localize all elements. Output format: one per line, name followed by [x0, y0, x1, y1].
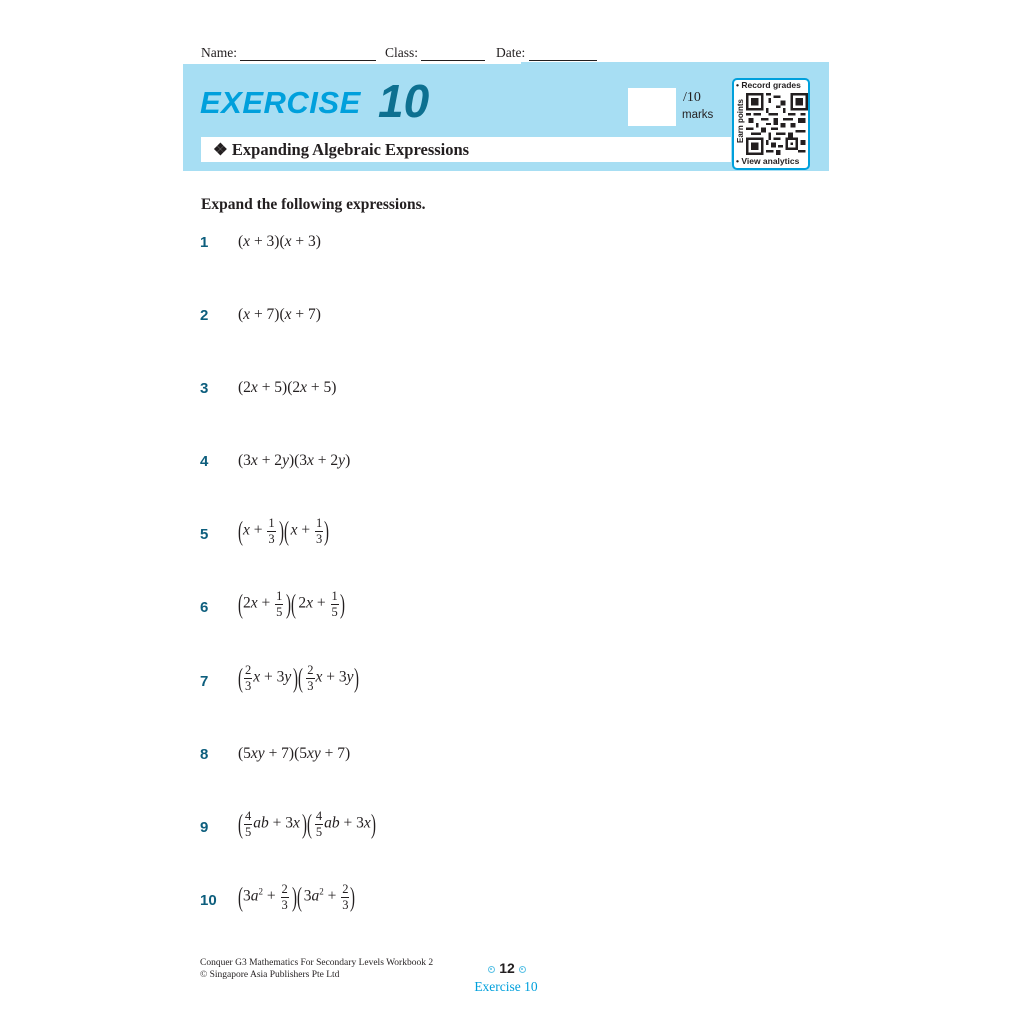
- page-dot-left-icon: [488, 966, 495, 973]
- instruction-text: Expand the following expressions.: [201, 196, 426, 213]
- question-number: 7: [200, 673, 209, 690]
- class-field[interactable]: [385, 45, 485, 61]
- qr-earn-points-text: Earn points: [736, 98, 745, 143]
- question-expression: ($3a^2$ + $\frac{2}{3}$ )( $3a^2$ + $\frac{2}{3}$ ): [238, 881, 356, 912]
- footer-publisher: © Singapore Asia Publishers Pte Ltd: [200, 970, 340, 980]
- name-label: Name:: [201, 45, 237, 60]
- name-line: [240, 48, 376, 61]
- score-unit: marks: [682, 109, 714, 121]
- question-expression: (2x + 5)(2x + 5): [238, 379, 337, 396]
- question-number: 4: [200, 453, 209, 470]
- score-total: /10: [683, 90, 701, 105]
- exercise-title: EXERCISE: [200, 85, 361, 120]
- page-dot-right-icon: [519, 966, 526, 973]
- page-number-text: 12: [499, 960, 515, 976]
- question-expression: (x + 3)(x + 3): [238, 233, 321, 250]
- question-number: 3: [200, 380, 209, 397]
- question-number: 5: [200, 526, 209, 543]
- footer-exercise-ref: Exercise 10: [474, 979, 538, 994]
- question-number: 1: [200, 234, 209, 251]
- question-expression: (x + $\frac{1}{3}$ )( x + $\frac{1}{3}$ ): [238, 515, 330, 546]
- question-expression: (x + 7)(x + 7): [238, 306, 321, 323]
- class-line: [421, 48, 485, 61]
- score-input-box[interactable]: [628, 88, 676, 126]
- question-number: 10: [200, 892, 217, 909]
- question-expression: ( $\frac{4}{5}$ ab + 3x)( $\frac{4}{5}$ ab + 3x): [238, 808, 376, 839]
- qr-code-icon[interactable]: [746, 93, 808, 155]
- date-line: [529, 48, 597, 61]
- qr-view-analytics-text: • View analytics: [736, 156, 800, 166]
- question-expression: ( $\frac{2}{3}$ x + 3y)( $\frac{2}{3}$ x + 3y): [238, 662, 359, 693]
- name-field[interactable]: [201, 45, 376, 61]
- date-label: Date:: [496, 45, 526, 60]
- question-number: 8: [200, 746, 209, 763]
- qr-record-grades-text: • Record grades: [736, 80, 801, 90]
- question-expression: (2x + $\frac{1}{5}$ )( 2x + $\frac{1}{5}$ ): [238, 588, 345, 619]
- exercise-number: 10: [378, 75, 430, 127]
- question-number: 9: [200, 819, 209, 836]
- class-label: Class:: [385, 45, 419, 60]
- question-number: 2: [200, 307, 209, 324]
- footer-book-title: Conquer G3 Mathematics For Secondary Levels Workbook 2: [200, 958, 434, 968]
- question-expression: (5xy + 7)(5xy + 7): [238, 745, 351, 762]
- date-field[interactable]: [496, 45, 597, 61]
- question-number: 6: [200, 599, 209, 616]
- section-subtitle: ❖ Expanding Algebraic Expressions: [213, 140, 470, 159]
- question-expression: (3x + 2y)(3x + 2y): [238, 452, 351, 469]
- page-number: [478, 960, 536, 976]
